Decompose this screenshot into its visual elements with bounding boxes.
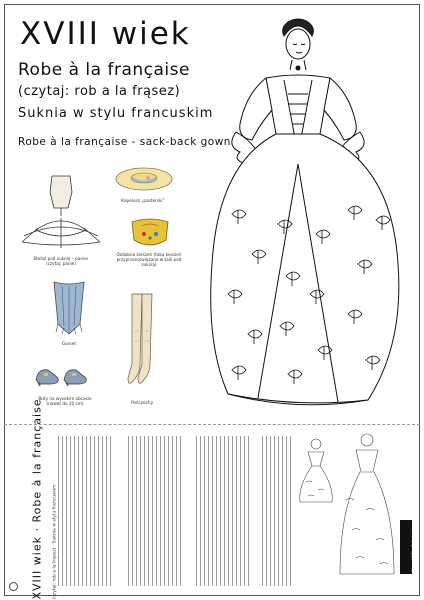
pronunciation: (czytaj: rob a la frąsez): [18, 84, 181, 99]
page-title: XVIII wiek: [20, 16, 191, 52]
stays-caption: Gorset: [62, 341, 76, 346]
bottom-title: XVIII wiek · Robe à la française: [30, 398, 44, 600]
pocket-caption: Ozdobna kieszeń (taką kieszeń przypinano/wiązano w talii pod suknią): [116, 252, 182, 267]
stockings-illustration: [126, 292, 158, 396]
hat-caption: Kapelusz „pasterski”: [121, 198, 165, 203]
english-name: Robe à la française - sack-back gown: [18, 136, 231, 148]
small-dress-figure-1: [296, 436, 336, 506]
shoes-illustration: [34, 362, 94, 388]
bottom-subtitle: (czytaj: rob a la frąsez) · Suknia w stylu francuskim: [52, 484, 58, 600]
pannier-caption: Stelaż pod suknię – panier (czytaj: panie): [33, 256, 89, 266]
punch-hole-icon: [9, 582, 18, 591]
series-tag-text: Moda XVIII · Suknie historyczne: [411, 509, 416, 572]
section-divider: [4, 424, 420, 425]
stays-illustration: [50, 280, 88, 336]
hat-illustration: [114, 166, 174, 192]
pocket-illustration: [128, 218, 172, 248]
shoes-caption: Buty na wysokim obcasie (nawet do 10 cm): [38, 396, 92, 406]
pannier-illustration: [16, 172, 106, 252]
stockings-caption: Pończochy: [130, 400, 154, 405]
polish-translation: Suknia w stylu francuskim: [18, 106, 214, 121]
small-dress-figure-2: [336, 430, 398, 578]
dress-illustration: [198, 14, 412, 414]
dress-name: Robe à la française: [18, 60, 190, 80]
